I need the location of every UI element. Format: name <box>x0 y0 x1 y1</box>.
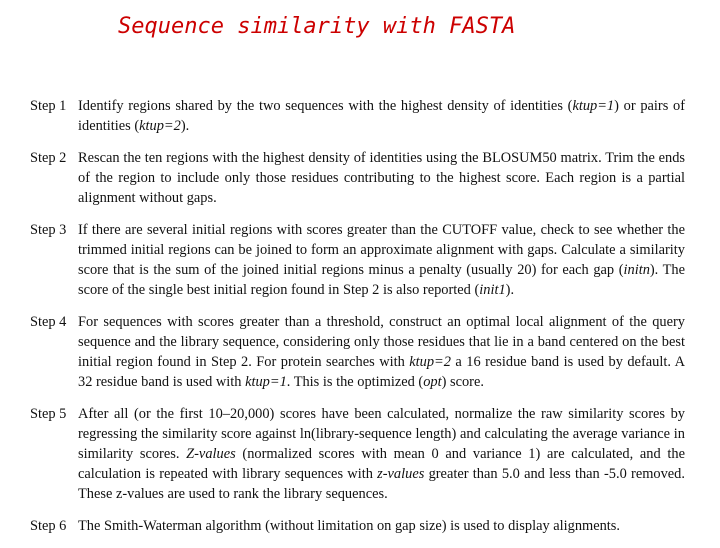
step-5 <box>30 404 685 504</box>
step-text <box>78 148 685 208</box>
step-3 <box>30 220 685 300</box>
step-4 <box>30 312 685 392</box>
text-run: ). <box>180 118 190 134</box>
step-label: Step 3 <box>30 222 67 238</box>
text-run: a 16 residue band is used by default. A 32 residue band is used with <box>78 354 685 390</box>
step-text <box>78 312 685 392</box>
text-run: If there are several initial regions with scores greater than the CUTOFF value, check to see whether the trimmed initial regions can be joined to form an approximate alignment with gaps. Calculate a similarity score that is the sum of the joined initial regions minus a penalty (usually 20) for each gap ( <box>78 222 685 278</box>
step-text <box>78 96 685 136</box>
text-run: ) score. <box>441 374 484 390</box>
text-run: greater than 5.0 and less than -5.0 removed. These z-values are used to rank the library sequences. <box>78 466 685 502</box>
text-run: Rescan the ten regions with the highest density of identities using the BLOSUM50 matrix. Trim the ends of the region to include only those residues contributing to the highest score. Each region is a partial alignment without gaps. <box>78 150 685 206</box>
text-run: For sequences with scores greater than a threshold, construct an optimal local alignment of the query sequence and the library sequence, considering only those residues that lie in a band centered on the best initial region found in Step 2. For protein searches with <box>78 314 685 370</box>
text-run: After all (or the first 10–20,000) scores have been calculated, normalize the raw similarity scores by regressing the similarity score against ln(library-sequence length) and calculating the average variance in similarity scores. <box>78 406 685 462</box>
step-2 <box>30 148 685 208</box>
text-run: . This is the optimized ( <box>286 374 424 390</box>
italic-term: z-values <box>377 466 425 482</box>
steps-list <box>30 96 685 548</box>
text-run: The Smith-Waterman algorithm (without limitation on gap size) is used to display alignments. <box>78 518 620 534</box>
italic-term: ktup=2 <box>409 354 451 370</box>
step-6 <box>30 516 685 536</box>
step-label: Step 2 <box>30 150 67 166</box>
step-label: Step 1 <box>30 98 67 114</box>
italic-term: Z-values <box>186 446 236 462</box>
text-run: ). <box>505 282 515 298</box>
step-label: Step 5 <box>30 406 67 422</box>
text-run: (normalized scores with mean 0 and variance 1) are calculated, and the calculation is repeated with library sequences with <box>78 446 685 482</box>
text-run: ) or pairs of identities ( <box>78 98 685 134</box>
step-text <box>78 404 685 504</box>
italic-term: ktup=1 <box>245 374 287 390</box>
text-run: ). The score of the single best initial region found in Step 2 is also reported ( <box>78 262 685 298</box>
text-run: Identify regions shared by the two sequences with the highest density of identities ( <box>78 98 573 114</box>
italic-term: initn <box>623 262 650 278</box>
italic-term: ktup=1 <box>572 98 615 114</box>
step-1 <box>30 96 685 136</box>
italic-term: ktup=2 <box>139 118 181 134</box>
step-text <box>78 220 685 300</box>
step-label: Step 6 <box>30 518 67 534</box>
step-text <box>78 516 685 536</box>
italic-term: opt <box>423 374 442 390</box>
italic-term: init1 <box>479 282 506 298</box>
page-title: Sequence similarity with FASTA <box>118 14 516 39</box>
step-label: Step 4 <box>30 314 67 330</box>
